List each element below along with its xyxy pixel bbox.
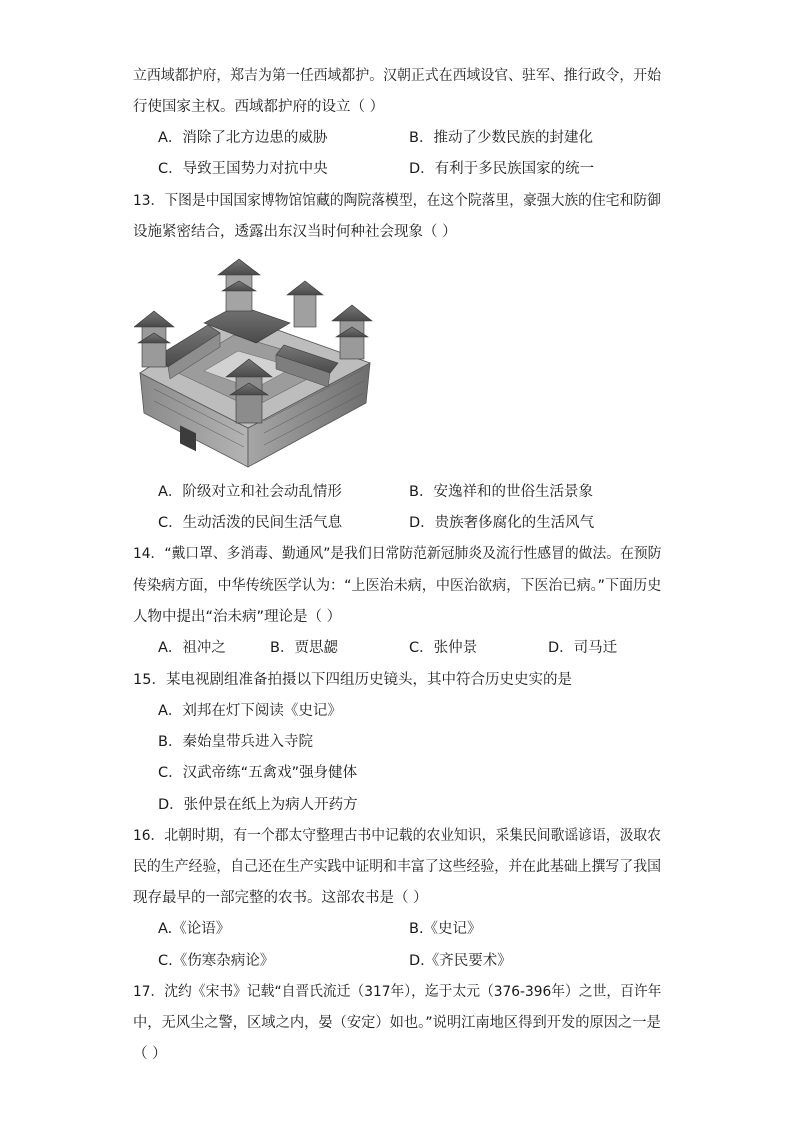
q17-stem-line2: 中，无风尘之警，区域之内，晏（安定）如也。”说明江南地区得到开发的原因之一是 <box>133 1015 661 1031</box>
q12-option-c[interactable]: C．导致王国势力对抗中央 <box>158 161 328 177</box>
q12-stem-line2: 行使国家主权。西域都护府的设立（ ） <box>133 99 385 115</box>
q17-stem-line3: （ ） <box>133 1046 167 1062</box>
q12-option-d[interactable]: D．有利于多民族国家的统一 <box>409 161 595 177</box>
q16-stem-line3: 现存最早的一部完整的农书。这部农书是（ ） <box>133 890 428 906</box>
q12-option-b[interactable]: B．推动了少数民族的封建化 <box>409 130 593 146</box>
q15-option-d[interactable]: D．张仲景在纸上为病人开药方 <box>158 797 358 813</box>
q13-option-a[interactable]: A．阶级对立和社会动乱情形 <box>158 484 342 500</box>
q13-option-d[interactable]: D．贵族奢侈腐化的生活风气 <box>409 515 595 531</box>
q16-option-c[interactable]: C.《伤寒杂病论》 <box>158 953 275 969</box>
q14-option-a[interactable]: A．祖冲之 <box>158 640 226 656</box>
q14-option-b[interactable]: B．贾思勰 <box>270 640 338 656</box>
q12-option-a[interactable]: A．消除了北方边患的威胁 <box>158 130 328 146</box>
q15-stem-line1: 15．某电视剧组准备拍摄以下四组历史镜头，其中符合历史史实的是 <box>133 672 572 688</box>
q12-stem-line1: 立西域都护府，郑吉为第一任西域都护。汉朝正式在西域设官、驻军、推行政令，开始 <box>133 68 661 84</box>
q16-option-d[interactable]: D.《齐民要术》 <box>409 953 512 969</box>
q13-stem-line2: 设施紧密结合，透露出东汉当时何种社会现象（ ） <box>133 224 457 240</box>
q15-option-b[interactable]: B．秦始皇带兵进入寺院 <box>158 734 313 750</box>
q16-stem-line1: 16．北朝时期，有一个郡太守整理古书中记载的农业知识，采集民间歌谣谚语，汲取农 <box>133 828 661 844</box>
q14-option-c[interactable]: C．张仲景 <box>409 640 478 656</box>
q13-option-b[interactable]: B．安逸祥和的世俗生活景象 <box>409 484 593 500</box>
q14-stem-line3: 人物中提出“治未病”理论是（ ） <box>133 609 342 625</box>
q13-option-c[interactable]: C．生动活泼的民间生活气息 <box>158 515 343 531</box>
q16-option-b[interactable]: B.《史记》 <box>409 921 482 937</box>
q14-stem-line1: 14．“戴口罩、多消毒、勤通风”是我们日常防范新冠肺炎及流行性感冒的做法。在预防 <box>133 546 662 562</box>
q17-stem-line1: 17．沈约《宋书》记载“自晋氏流迁（317年），迄于太元（376-396年）之世，百许年 <box>133 984 662 1000</box>
q16-stem-line2: 民的生产经验，自己还在生产实践中证明和丰富了这些经验，并在此基础上撰写了我国 <box>133 859 661 875</box>
q14-option-d[interactable]: D．司马迁 <box>548 640 618 656</box>
q14-stem-line2: 传染病方面，中华传统医学认为：“上医治未病，中医治欲病，下医治已病。”下面历史 <box>133 578 662 594</box>
q13-stem-line1: 13．下图是中国国家博物馆馆藏的陶院落模型，在这个院落里，豪强大族的住宅和防御 <box>133 193 661 209</box>
q16-option-a[interactable]: A.《论语》 <box>158 921 231 937</box>
q15-option-a[interactable]: A．刘邦在灯下阅读《史记》 <box>158 703 342 719</box>
q15-option-c[interactable]: C．汉武帝练“五禽戏”强身健体 <box>158 765 358 781</box>
pottery-courtyard-model-image <box>134 253 374 469</box>
